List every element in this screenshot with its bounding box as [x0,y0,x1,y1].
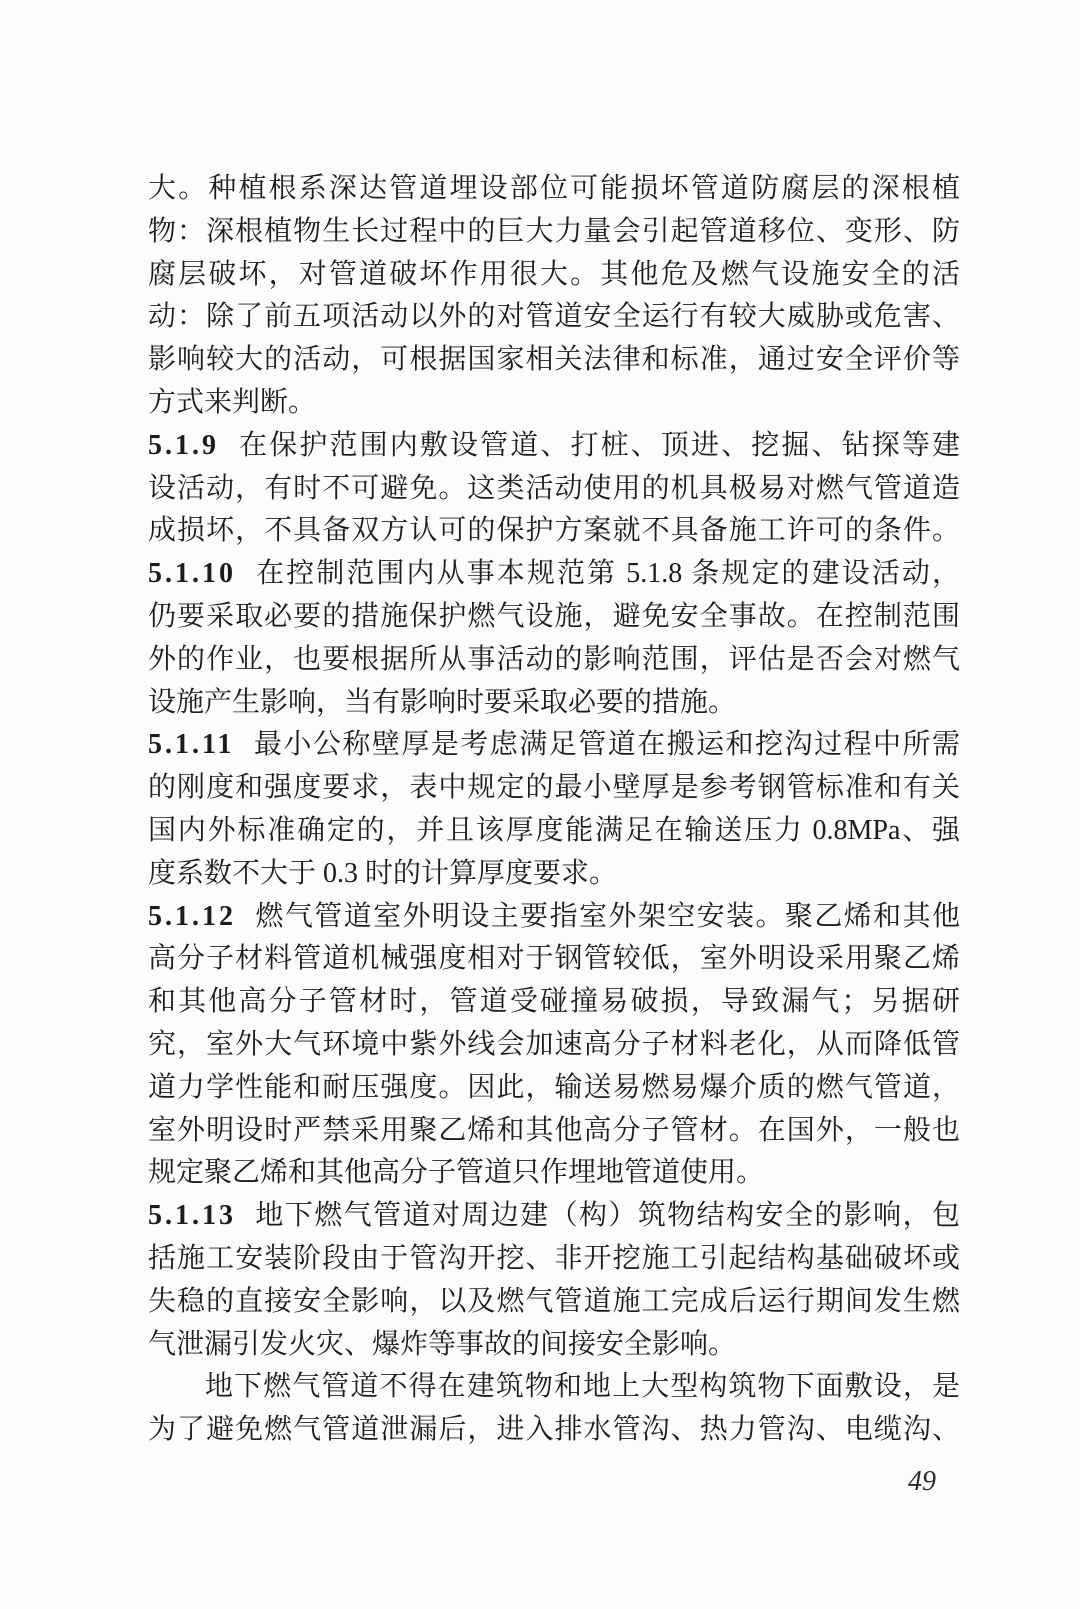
line-text: 失稳的直接安全影响，以及燃气管道施工完成后运行期间发生燃 [148,1285,960,1317]
line-text: 大。种植根系深达管道埋设部位可能损坏管道防腐层的深根植 [148,173,960,204]
line-text: 地下燃气管道不得在建筑物和地上大型构筑物下面敷设，是 [205,1371,960,1403]
line-text: 室外明设时严禁采用聚乙烯和其他高分子管材。在国外，一般也 [148,1114,960,1146]
clause-line-5-1-13 [148,1195,960,1238]
text-line [148,339,960,382]
clause-number: 5.1.11 [148,729,235,761]
text-line [148,296,960,339]
text-line [148,767,960,810]
paragraph-first-line [148,1366,960,1409]
line-text: 括施工安装阶段由于管沟开挖、非开挖施工引起结构基础破坏或 [148,1242,960,1274]
text-line [148,382,960,425]
clause-line-5-1-9 [148,425,960,468]
text-line [148,1067,960,1110]
text-line [148,1238,960,1281]
line-text: 规定聚乙烯和其他高分子管道只作埋地管道使用。 [148,1157,765,1189]
text-line [148,682,960,725]
text-line [148,468,960,511]
text-line [148,211,960,254]
line-text: 在保护范围内敷设管道、打桩、顶进、挖掘、钻探等建 [237,429,960,461]
text-line [148,1324,960,1367]
clause-line-5-1-10 [148,553,960,596]
text-line [148,596,960,639]
clause-line-5-1-11 [148,724,960,767]
text-line [148,168,960,211]
clause-number: 5.1.10 [148,558,236,590]
line-text: 物：深根植物生长过程中的巨大力量会引起管道移位、变形、防 [148,215,960,247]
line-text: 气泄漏引发火灾、爆炸等事故的间接安全影响。 [148,1328,737,1360]
line-text: 高分子材料管道机械强度相对于钢管较低，室外明设采用聚乙烯 [148,943,960,975]
clause-number: 5.1.13 [148,1200,236,1232]
text-line [148,639,960,682]
text-line [148,510,960,553]
text-line [148,1281,960,1324]
line-text: 为了避免燃气管道泄漏后，进入排水管沟、热力管沟、电缆沟、 [148,1414,960,1446]
line-text: 道力学性能和耐压强度。因此，输送易燃易爆介质的燃气管道， [148,1071,960,1103]
line-text: 腐层破坏，对管道破坏作用很大。其他危及燃气设施安全的活 [148,258,960,290]
text-line [148,1024,960,1067]
line-text: 度系数不大于 0.3 时的计算厚度要求。 [148,857,618,889]
line-text: 设活动，有时不可避免。这类活动使用的机具极易对燃气管道造 [148,472,960,504]
line-text: 最小公称壁厚是考虑满足管道在搬运和挖沟过程中所需 [252,729,960,761]
line-text: 燃气管道室外明设主要指室外架空安装。聚乙烯和其他 [254,900,960,932]
clause-line-5-1-12 [148,896,960,939]
line-text: 国内外标准确定的，并且该厚度能满足在输送压力 0.8MPa、强 [148,814,960,846]
line-text: 和其他高分子管材时，管道受碰撞易破损，导致漏气；另据研 [148,986,960,1018]
text-line [148,1152,960,1195]
text-line [148,1110,960,1153]
line-text: 外的作业，也要根据所从事活动的影响范围，评估是否会对燃气 [148,643,960,675]
line-text: 成损坏，不具备双方认可的保护方案就不具备施工许可的条件。 [148,515,960,547]
text-line [148,810,960,853]
text-line [148,853,960,896]
line-text: 影响较大的活动，可根据国家相关法律和标准，通过安全评价等 [148,344,960,376]
line-text: 方式来判断。 [148,386,317,418]
text-line [148,254,960,297]
text-line [148,938,960,981]
clause-number: 5.1.12 [148,900,236,932]
document-body [148,168,960,1452]
line-text: 究，室外大气环境中紫外线会加速高分子材料老化，从而降低管 [148,1028,960,1060]
line-text: 在控制范围内从事本规范第 5.1.8 条规定的建设活动， [254,558,960,590]
line-text: 动：除了前五项活动以外的对管道安全运行有较大威胁或危害、 [148,301,960,333]
clause-number: 5.1.9 [148,429,219,461]
page-number: 49 [908,1466,936,1497]
text-line [148,1409,960,1452]
text-line [148,981,960,1024]
line-text: 仍要采取必要的措施保护燃气设施，避免安全事故。在控制范围 [148,600,960,632]
line-text: 地下燃气管道对周边建（构）筑物结构安全的影响，包 [254,1200,960,1232]
line-text: 的刚度和强度要求，表中规定的最小壁厚是参考钢管标准和有关 [148,772,960,804]
line-text: 设施产生影响，当有影响时要采取必要的措施。 [148,686,737,718]
